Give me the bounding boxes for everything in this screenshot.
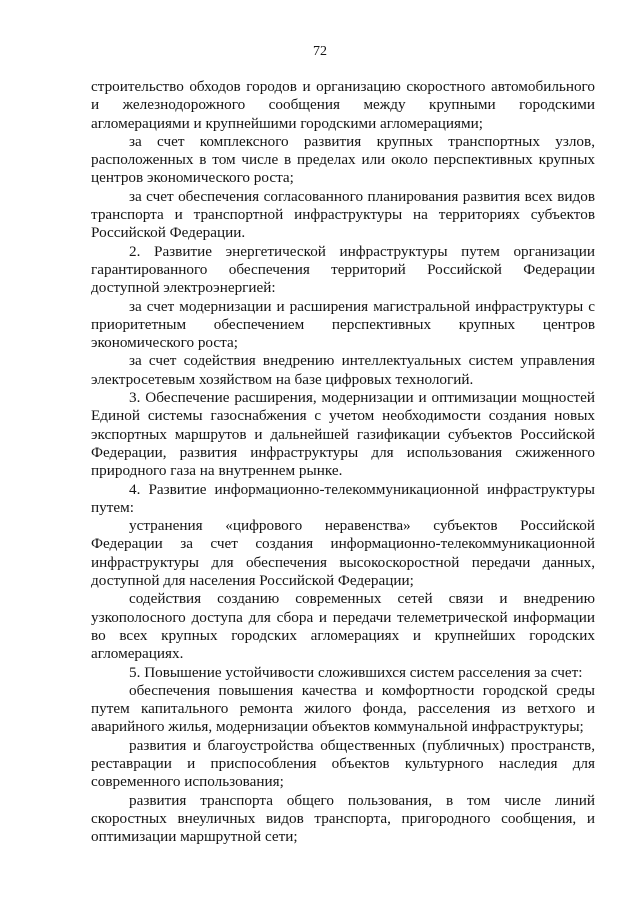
paragraph-13: развития и благоустройства общественных (публичных) пространств, реставрации и приспособления объектов культурного наследия для современного использования; bbox=[91, 736, 595, 791]
paragraph-2: за счет комплексного развития крупных транспортных узлов, расположенных в том числе в пределах или около перспективных крупных центров экономического роста; bbox=[91, 132, 595, 187]
paragraph-1: строительство обходов городов и организацию скоростного автомобильного и железнодорожного сообщения между крупными городскими агломерациями и крупнейшими городскими агломерациями; bbox=[91, 78, 595, 132]
paragraph-12: обеспечения повышения качества и комфортности городской среды путем капитального ремонта жилого фонда, расселения из ветхого и аварийного жилья, модернизации объектов коммунальной инфраструктуры; bbox=[91, 681, 595, 736]
paragraph-8: 4. Развитие информационно-телекоммуникационной инфраструктуры путем: bbox=[91, 480, 595, 516]
paragraph-9: устранения «цифрового неравенства» субъектов Российской Федерации за счет создания информационно-телекоммуникационной инфраструктуры для обеспечения высокоскоростной передачи данных, доступной для населения Российской Федерации; bbox=[91, 517, 595, 590]
paragraph-6: за счет содействия внедрению интеллектуальных систем управления электросетевым хозяйством на базе цифровых технологий. bbox=[91, 352, 595, 388]
paragraph-4: 2. Развитие энергетической инфраструктуры путем организации гарантированного обеспечения территорий Российской Федерации доступной электроэнергией: bbox=[91, 242, 595, 297]
paragraph-7: 3. Обеспечение расширения, модернизации и оптимизации мощностей Единой системы газоснабжения с учетом необходимости создания новых экспортных маршрутов и дальнейшей газификации субъектов Российской Федерации, развития инфраструктуры для использования сжиженного природного газа на внутреннем рынке. bbox=[91, 389, 595, 480]
paragraph-5: за счет модернизации и расширения магистральной инфраструктуры с приоритетным обеспечением перспективных крупных центров экономического роста; bbox=[91, 297, 595, 352]
document-body bbox=[91, 78, 595, 846]
page-number: 72 bbox=[313, 44, 327, 59]
paragraph-3: за счет обеспечения согласованного планирования развития всех видов транспорта и транспортной инфраструктуры на территориях субъектов Российской Федерации. bbox=[91, 187, 595, 242]
paragraph-10: содействия созданию современных сетей связи и внедрению узкополосного доступа для сбора и передачи телеметрической информации во всех крупных городских агломерациях и крупнейших городских агломерациях. bbox=[91, 590, 595, 663]
paragraph-11: 5. Повышение устойчивости сложившихся систем расселения за счет: bbox=[129, 663, 583, 681]
paragraph-14: развития транспорта общего пользования, в том числе линий скоростных внеуличных видов транспорта, пригородного сообщения, и оптимизации маршрутной сети; bbox=[91, 791, 595, 846]
